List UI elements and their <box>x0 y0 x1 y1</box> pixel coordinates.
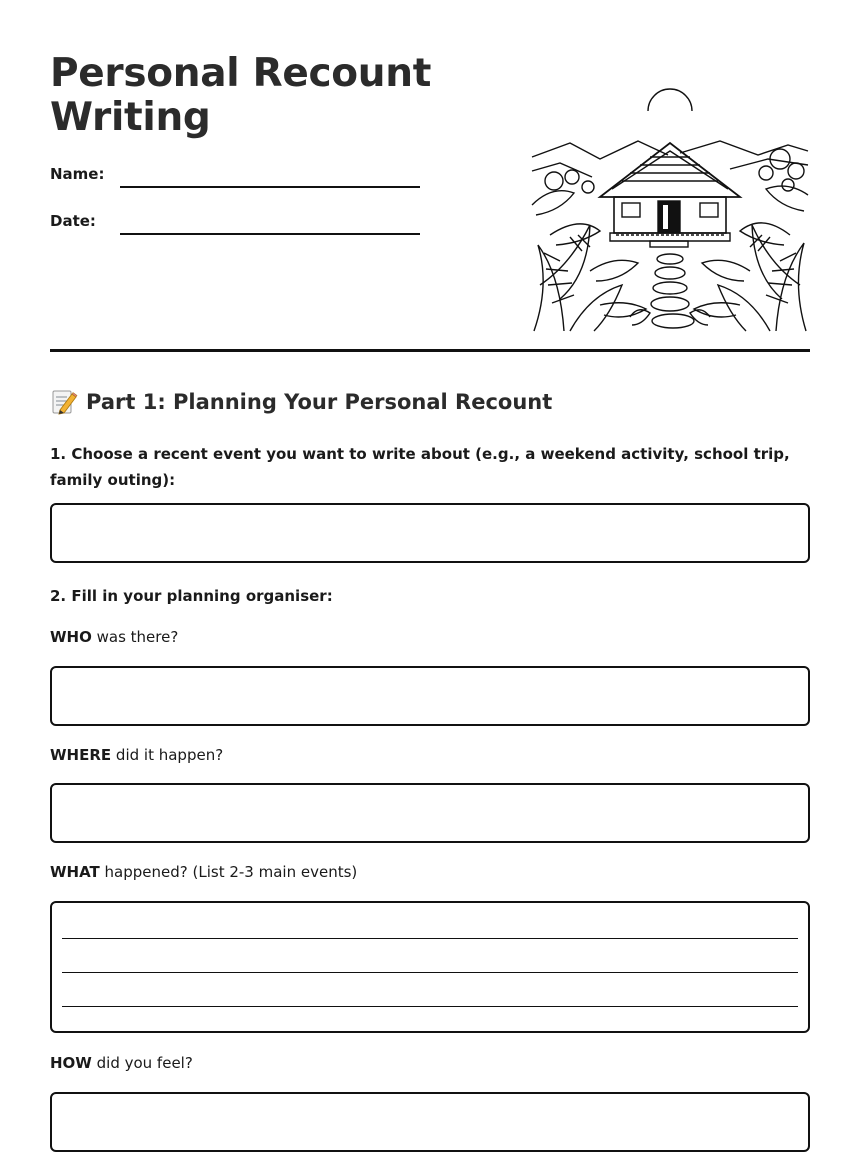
date-label: Date: <box>50 212 96 230</box>
who-answer-box[interactable] <box>50 666 810 726</box>
where-text: did it happen? <box>111 746 224 764</box>
name-label: Name: <box>50 165 105 183</box>
who-prompt <box>50 628 178 646</box>
name-field[interactable] <box>120 186 420 188</box>
how-keyword: HOW <box>50 1054 92 1072</box>
how-prompt <box>50 1054 193 1072</box>
where-keyword: WHERE <box>50 746 112 764</box>
part1-heading <box>50 388 552 416</box>
how-answer-box[interactable] <box>50 1092 810 1152</box>
answer-line <box>62 972 798 973</box>
what-keyword: WHAT <box>50 863 100 881</box>
where-prompt <box>50 746 223 764</box>
event-answer-box[interactable] <box>50 503 810 563</box>
answer-line <box>62 938 798 939</box>
question-2: 2. Fill in your planning organiser: <box>50 587 333 605</box>
sun-shape <box>648 89 692 111</box>
how-text: did you feel? <box>91 1054 193 1072</box>
date-field[interactable] <box>120 233 420 235</box>
house-illustration <box>530 85 810 333</box>
what-prompt <box>50 863 357 881</box>
who-keyword: WHO <box>50 628 92 646</box>
who-text: was there? <box>91 628 179 646</box>
where-answer-box[interactable] <box>50 783 810 843</box>
what-answer-box[interactable] <box>50 901 810 1033</box>
answer-line <box>62 1006 798 1007</box>
section-divider <box>50 349 810 352</box>
part1-title: Part 1: Planning Your Personal Recount <box>86 390 553 414</box>
what-text: happened? (List 2-3 main events) <box>99 863 358 881</box>
page-title: Personal Recount Writing <box>50 51 432 140</box>
memo-pencil-icon <box>50 388 78 416</box>
question-1: 1. Choose a recent event you want to write about (e.g., a weekend activity, school trip, family outing): <box>50 445 790 489</box>
